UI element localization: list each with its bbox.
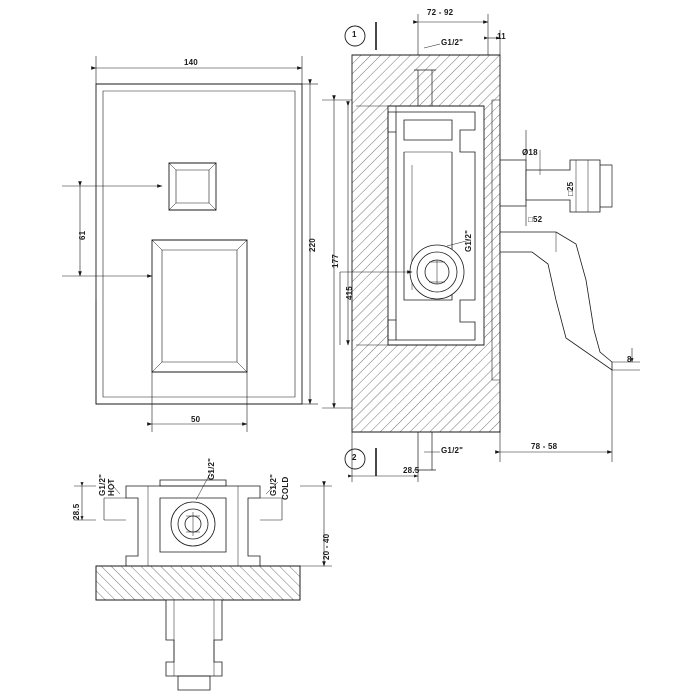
port-outlet-thread: G1/2" xyxy=(464,229,473,252)
dim-front-offset: 11 xyxy=(497,32,506,41)
dim-plate-height: 220 xyxy=(308,238,317,252)
dim-spout-drop: 8 xyxy=(627,355,632,364)
dim-bottom-offset: 28.5 xyxy=(403,466,420,475)
dim-plan-left-offset: 28.5 xyxy=(72,503,81,520)
dim-outlet-square: □25 xyxy=(566,181,575,196)
callout-1-label: 1 xyxy=(352,30,357,39)
wall-section-view xyxy=(322,14,640,482)
port-cold-label: COLD xyxy=(281,476,290,500)
port-hot-thread: G1/2" xyxy=(98,473,107,496)
port-top-thread: G1/2" xyxy=(441,38,464,47)
dim-lever-width: 50 xyxy=(191,415,201,424)
plan-view xyxy=(74,470,332,690)
dim-plate-width: 140 xyxy=(184,58,198,67)
port-hot-label: HOT xyxy=(107,478,116,496)
dim-body-height: 177 xyxy=(331,254,340,268)
dim-outlet-diameter: Ø18 xyxy=(522,148,538,157)
dim-spout-projection: 78 - 58 xyxy=(531,442,558,451)
port-center-thread: G1/2" xyxy=(207,457,216,480)
dim-axis-height: 415 xyxy=(345,286,354,300)
callout-2-label: 2 xyxy=(352,453,357,462)
front-plate-view xyxy=(96,84,302,404)
port-bottom-thread: G1/2" xyxy=(441,446,464,455)
dim-plan-depth: 20 - 40 xyxy=(322,533,331,560)
dim-wall-depth: 72 - 92 xyxy=(427,8,454,17)
dim-handle-height: 61 xyxy=(78,230,87,240)
dim-inlet-square: □52 xyxy=(528,215,543,224)
port-cold-thread: G1/2" xyxy=(269,473,278,496)
outlet-spout-assembly xyxy=(492,100,612,380)
